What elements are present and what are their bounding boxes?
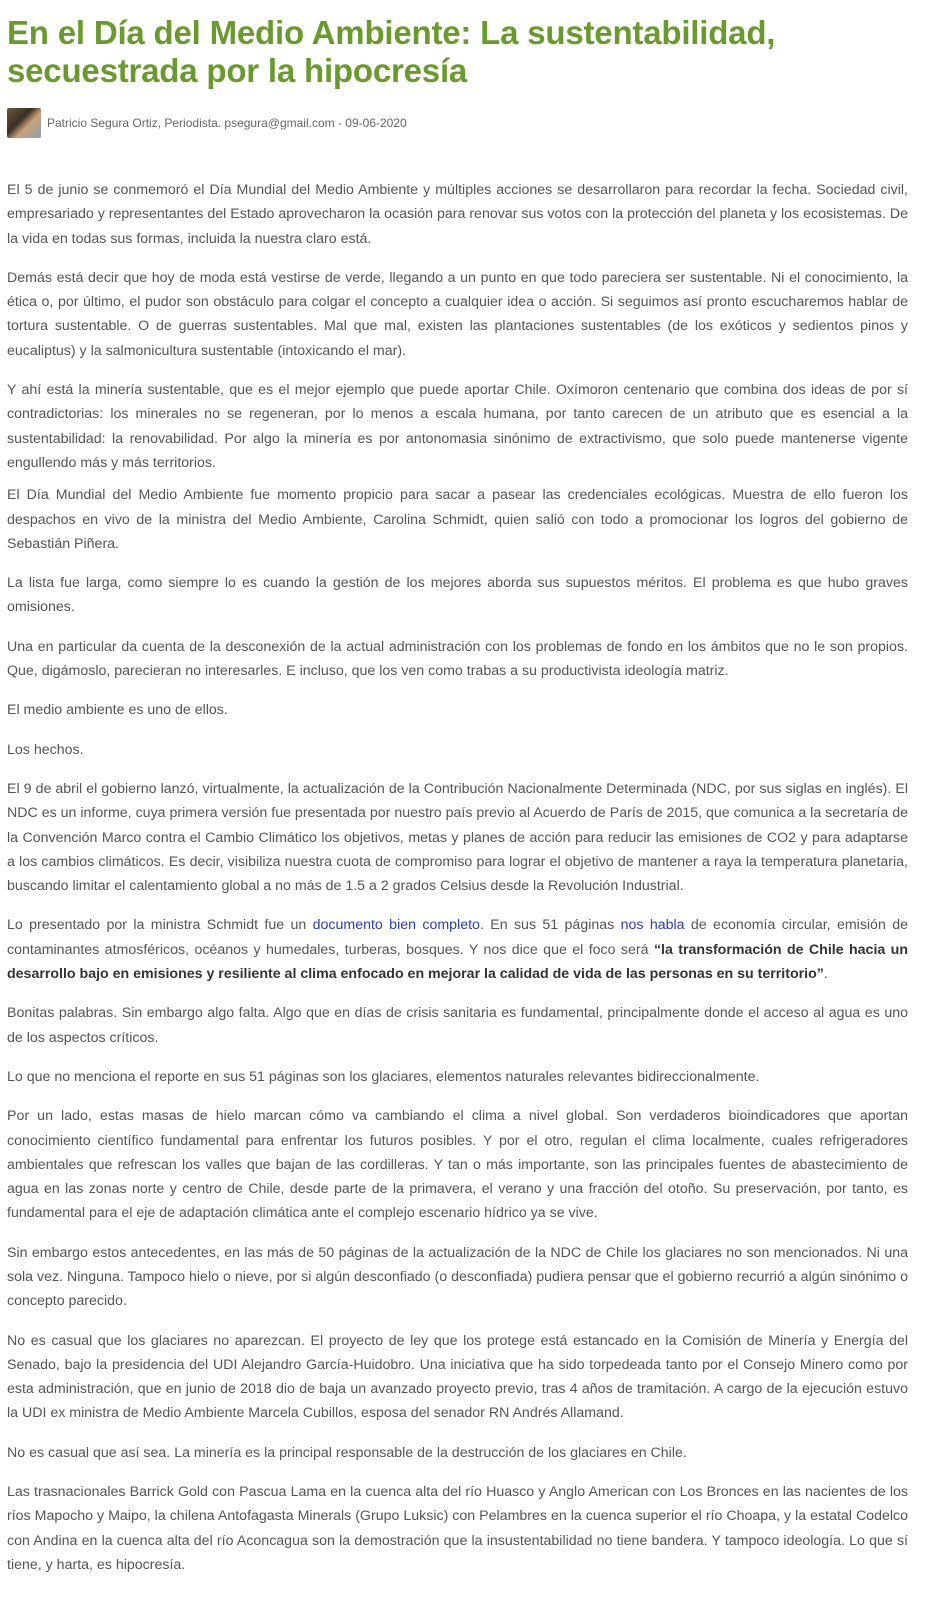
quote: “la transformación de Chile hacia un desarrollo bajo en emisiones y resiliente al clima enfocado en mejorar la calidad de vida de las personas en su territorio” <box>7 941 909 983</box>
paragraph: El 9 de abril el gobierno lanzó, virtualmente, la actualización de la Contribución Nacionalmente Determinada (NDC, por sus siglas en inglés). El NDC es un informe, cuya primera versión fue presentada por nuestro país previo al Acuerdo de París de 2015, que comunica a la secretaría de la Convención Marco contra el Cambio Climático los objetivos, metas y planes de acción para reducir las emisiones de CO2 y para adaptarse a los cambios climáticos. Es decir, visibiliza nuestra cuota de compromiso para lograr el objetivo de mantener a raya la temperatura planetaria, buscando limitar el calentamiento global a no más de 1.5 a 2 grados Celsius desde la Revolución Industrial. <box>7 780 908 895</box>
article-body-continued <box>7 1001 908 1577</box>
author-avatar <box>7 108 41 138</box>
text: . En sus 51 páginas <box>479 917 621 934</box>
nos-habla-link[interactable]: nos habla <box>620 917 685 934</box>
documento-link[interactable]: documento bien completo <box>312 917 480 934</box>
byline-text: Patricio Segura Ortiz, Periodista. psegura@gmail.com - 09-06-2020 <box>47 116 407 130</box>
text: de economía circular, emisión de contaminantes atmosféricos, océanos y humedales, turberas, bosques. Y nos dice que el foco será <box>7 917 908 958</box>
paragraph: La lista fue larga, como siempre lo es cuando la gestión de los mejores aborda sus supuestos méritos. El problema es que hubo graves omisiones. <box>7 575 908 616</box>
paragraph: Lo que no menciona el reporte en sus 51 páginas son los glaciares, elementos naturales relevantes bidireccionalmente. <box>7 1068 760 1085</box>
article-title: En el Día del Medio Ambiente: La sustentabilidad, secuestrada por la hipocresía <box>7 14 776 89</box>
paragraph: Demás está decir que hoy de moda está vestirse de verde, llegando a un punto en que todo pareciera ser sustentable. Ni el conocimiento, la ética o, por último, el pudor son obstáculo para colgar el concepto a cualquier idea o acción. Si seguimos así pronto escucharemos hablar de tortura sustentable. O de guerras sustentables. Mal que mal, existen las plantaciones sustentables (de los exóticos y sedientos pinos y eucaliptus) y la salmonicultura sustentable (intoxicando el mar). <box>7 269 908 359</box>
paragraph: Los hechos. <box>7 741 84 758</box>
paragraph <box>7 913 908 986</box>
paragraph: No es casual que así sea. La minería es la principal responsable de la destrucción de los glaciares en Chile. <box>7 1444 687 1461</box>
paragraph: Las trasnacionales Barrick Gold con Pascua Lama en la cuenca alta del río Huasco y Anglo American con Los Bronces en las nacientes de los ríos Mapocho y Maipo, la chilena Antofagasta Minerals (Grupo Luksic) con Pelambres en la cuenca superior el río Choapa, y la estatal Codelco con Andina en la cuenca alta del río Aconcagua son la demostración que la insustentabilidad no tiene bandera. Y tampoco ideología. Lo que sí tiene, y harta, es hipocresía. <box>7 1484 908 1573</box>
paragraph: El Día Mundial del Medio Ambiente fue momento propicio para sacar a pasear las credenciales ecológicas. Muestra de ello fueron los despachos en vivo de la ministra del Medio Ambiente, Carolina Schmidt, quien salió con todo a promocionar los logros del gobierno de Sebastián Piñera. <box>7 487 908 552</box>
paragraph: Bonitas palabras. Sin embargo algo falta. Algo que en días de crisis sanitaria es fundamental, principalmente donde el acceso al agua es uno de los aspectos críticos. <box>7 1005 908 1046</box>
paragraph: El medio ambiente es uno de ellos. <box>7 702 228 719</box>
article-body <box>7 178 908 898</box>
paragraph: Por un lado, estas masas de hielo marcan cómo va cambiando el clima a nivel global. Son verdaderos bioindicadores que aportan conocimiento científico fundamental para enfrentar los futuros posibles. Y por el otro, regulan el clima localmente, cuales refrigeradores ambientales que refrescan los valles que bajan de las cordilleras. Y tan o más importante, son las principales fuentes de abastecimiento de agua en las zonas norte y centro de Chile, desde parte de la primavera, el verano y una fracción del otoño. Su preservación, por tanto, es fundamental para el eje de adaptación climática ante el complejo escenario hídrico ya se vive. <box>7 1108 908 1222</box>
paragraph: Una en particular da cuenta de la desconexión de la actual administración con los problemas de fondo en los ámbitos que no le son propios. Que, digámoslo, parecieran no interesarles. E incluso, que los ven como trabas a su productivista ideología matriz. <box>7 638 908 680</box>
paragraph: No es casual que los glaciares no aparezcan. El proyecto de ley que los protege está estancado en la Comisión de Minería y Energía del Senado, bajo la presidencia del UDI Alejandro García-Huidobro. Una iniciativa que ha sido torpedeada tanto por el Consejo Minero como por esta administración, que en junio de 2018 dio de baja un avanzado proyecto previo, tras 4 años de tramitación. A cargo de la ejecución estuvo la UDI ex ministra de Medio Ambiente Marcela Cubillos, esposa del senador RN Andrés Allamand. <box>7 1332 908 1422</box>
paragraph: Sin embargo estos antecedentes, en las más de 50 páginas de la actualización de la NDC de Chile los glaciares no son mencionados. Ni una sola vez. Ninguna. Tampoco hielo o nieve, por si algún desconfiado (o desconfiada) pudiera pensar que el gobierno recurrió a algún sinónimo o concepto parecido. <box>7 1244 908 1310</box>
text: . <box>823 966 828 983</box>
paragraph: Y ahí está la minería sustentable, que es el mejor ejemplo que puede aportar Chile. Oxímoron centenario que combina dos ideas de por sí contradictorias: los minerales no se regeneran, por lo menos a escala humana, por tanto carecen de un atributo que es esencial a la sustentabilidad: la renovabilidad. Por algo la minería es por antonomasia sinónimo de extractivismo, que solo puede mantenerse vigente engullendo más y más territorios. <box>7 382 908 471</box>
byline <box>7 108 908 138</box>
text: Lo presentado por la ministra Schmidt fue un <box>7 917 313 934</box>
paragraph: El 5 de junio se conmemoró el Día Mundial del Medio Ambiente y múltiples acciones se desarrollaron para recordar la fecha. Sociedad civil, empresariado y representantes del Estado aprovecharon la ocasión para renovar sus votos con la protección del planeta y los ecosistemas. De la vida en todas sus formas, incluida la nuestra claro está. <box>7 182 908 247</box>
